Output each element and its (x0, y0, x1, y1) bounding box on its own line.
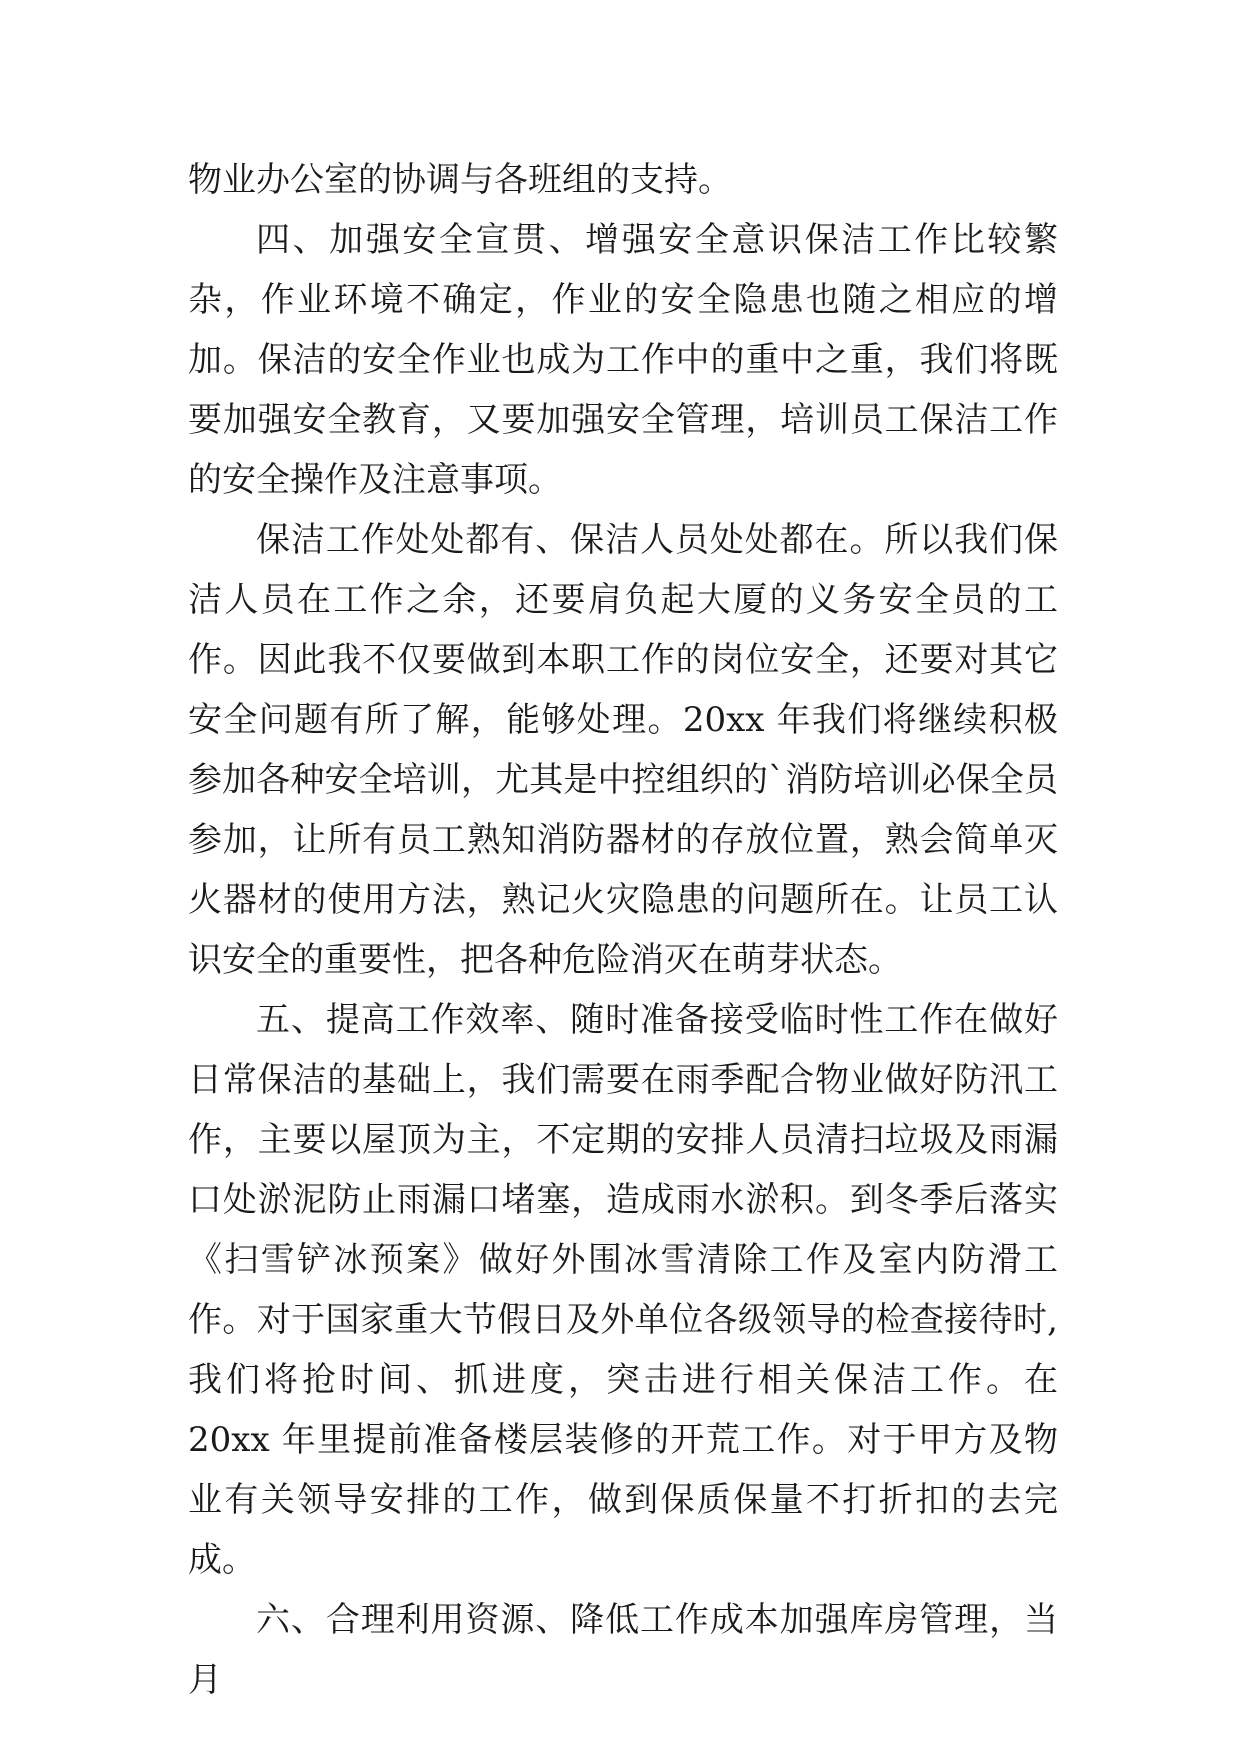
paragraph-1: 物业办公室的协调与各班组的支持。 (188, 160, 732, 200)
body-text (188, 150, 1058, 1710)
paragraph-2: 四、加强安全宣贯、增强安全意识保洁工作比较繁杂，作业环境不确定，作业的安全隐患也随之相应的增加。保洁的安全作业也成为工作中的重中之重，我们将既要加强安全教育，又要加强安全管理，培训员工保洁工作的安全操作及注意事项。 (188, 220, 1058, 500)
paragraph-4: 五、提高工作效率、随时准备接受临时性工作在做好日常保洁的基础上，我们需要在雨季配合物业做好防汛工作，主要以屋顶为主，不定期的安排人员清扫垃圾及雨漏口处淤泥防止雨漏口堵塞，造成雨水淤积。到冬季后落实《扫雪铲冰预案》做好外围冰雪清除工作及室内防滑工作。对于国家重大节假日及外单位各级领导的检查接待时,我们将抢时间、抓进度，突击进行相关保洁工作。在 20xx 年里提前准备楼层装修的开荒工作。对于甲方及物业有关领导安排的工作，做到保质保量不打折扣的去完成。 (188, 1000, 1058, 1580)
paragraph-5: 六、合理利用资源、降低工作成本加强库房管理，当月 (188, 1600, 1058, 1700)
paragraph-3: 保洁工作处处都有、保洁人员处处都在。所以我们保洁人员在工作之余，还要肩负起大厦的义务安全员的工作。因此我不仅要做到本职工作的岗位安全，还要对其它安全问题有所了解，能够处理。20xx 年我们将继续积极参加各种安全培训，尤其是中控组织的`消防培训必保全员参加，让所有员工熟知消防器材的存放位置，熟会简单灭火器材的使用方法，熟记火灾隐患的问题所在。让员工认识安全的重要性，把各种危险消灭在萌芽状态。 (188, 520, 1058, 980)
